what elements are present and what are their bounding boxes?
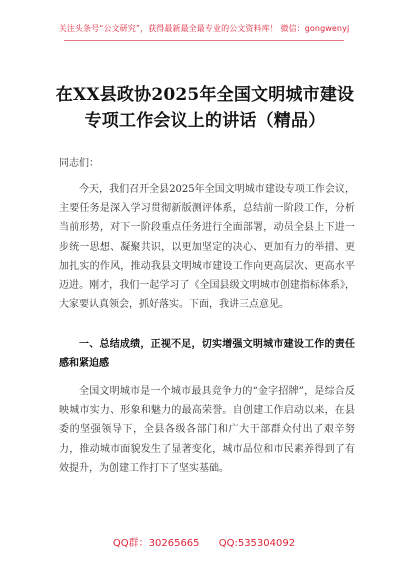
footer-contact [0, 534, 408, 549]
header-banner: 关注头条号“公文研究”，获得最新最全最专业的公文资料库！ 微信：gongwenyj [58, 24, 350, 33]
paragraph-1: 今天，我们召开全县2025年全国文明城市建设专项工作会议，主要任务是深入学习贯彻新版测评体系，总结前一阶段工作，分析当前形势，对下一阶段重点任务进行全面部署，动员全县上下进一步统一思想、凝聚共识，以更加坚定的决心、更加有力的举措、更加扎实的作风，推动我县文明城市建设工作向更高层次、更高水平迈进。刚才，我们一起学习了《全国县级文明城市创建指标体系》，大家要认真领会，抓好落实。下面，我讲三点意见。 [59, 184, 355, 311]
section-1-heading: 一、总结成绩，正视不足，切实增强文明城市建设工作的责任感和紧迫感 [59, 339, 355, 370]
salutation: 同志们： [59, 158, 99, 169]
footer-qq: QQ:535304092 [218, 538, 296, 549]
document-title: 在XX县政协2025年全国文明城市建设专项工作会议上的讲话（精品） [55, 85, 355, 131]
footer-qq-group: QQ群：30265665 [112, 538, 200, 549]
paragraph-2: 全国文明城市是一个城市最具竞争力的“金字招牌”，是综合反映城市实力、形象和魅力的最高荣誉。自创建工作启动以来，在县委的坚强领导下，全县各级各部门和广大干部群众付出了艰辛努力，推动城市面貌发生了显著变化，城市品位和市民素养得到了有效提升，为创建工作打下了坚实基础。 [59, 386, 355, 474]
header-divider [64, 40, 344, 41]
